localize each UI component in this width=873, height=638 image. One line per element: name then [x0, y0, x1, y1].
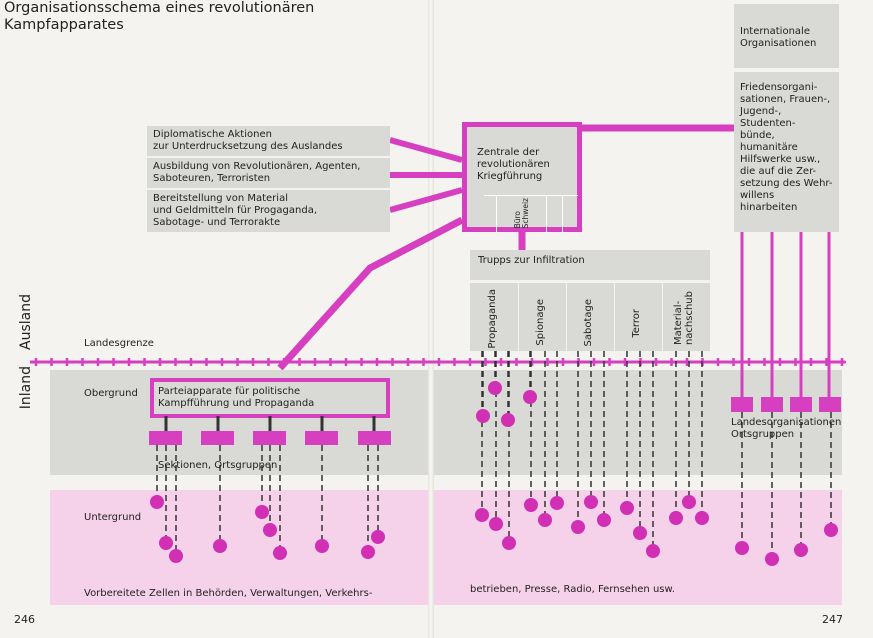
border-cross — [48, 358, 56, 366]
international-body: Friedensorgani- sationen, Frauen-, Jugend-, Studenten- bünde, humanitäre Hilfswerke usw., die auf die Zer- setzung des Wehr- willens hinarbeiten — [734, 72, 839, 232]
trupp-materialnachschub: Material- nachschub — [673, 291, 695, 346]
border-cross — [373, 358, 381, 366]
border-cross — [451, 358, 459, 366]
arrow-bereitstellung — [390, 190, 462, 210]
border-cross — [497, 358, 505, 366]
border-cross — [172, 358, 180, 366]
sektionen-label: Sektionen, Ortsgruppen — [158, 460, 278, 471]
cell-dot — [584, 495, 598, 509]
border-cross — [32, 358, 40, 366]
cell-dot — [213, 539, 227, 553]
trupps-col-divider-3 — [614, 283, 615, 351]
cell-dot — [371, 530, 385, 544]
cell-dot — [550, 496, 564, 510]
cell-dot — [524, 498, 538, 512]
activity-ausbildung: Ausbildung von Revolutionären, Agenten, Saboteuren, Terroristen — [147, 158, 390, 188]
border-cross — [389, 358, 397, 366]
central-sub-divider-2 — [546, 196, 547, 232]
trupp-sabotage: Sabotage — [583, 299, 594, 347]
cell-dot — [620, 501, 634, 515]
cell-dot — [150, 495, 164, 509]
border-cross — [187, 358, 195, 366]
landesgrenze-label: Landesgrenze — [84, 338, 154, 349]
footer-right-text: betrieben, Presse, Radio, Fernsehen usw. — [470, 584, 675, 595]
cell-dot — [169, 549, 183, 563]
border-cross — [606, 358, 614, 366]
central-subcells — [484, 195, 578, 232]
international-header: Internationale Organisationen — [734, 4, 839, 68]
trupp-propaganda: Propaganda — [487, 289, 498, 349]
border-cross — [358, 358, 366, 366]
inland-label: Inland — [18, 366, 34, 410]
cell-dot — [794, 543, 808, 557]
obergrund-label: Obergrund — [84, 388, 138, 399]
cell-dot — [824, 523, 838, 537]
activity-diplomatic: Diplomatische Aktionen zur Unterdrucksetzung des Auslandes — [147, 126, 390, 156]
border-cross — [621, 358, 629, 366]
cell-dot — [476, 409, 490, 423]
border-cross — [513, 358, 521, 366]
cell-dot — [475, 508, 489, 522]
border-cross — [838, 358, 846, 366]
border-cross — [745, 358, 753, 366]
border-cross — [730, 358, 738, 366]
border-cross — [110, 358, 118, 366]
cell-dot — [571, 520, 585, 534]
border-cross — [683, 358, 691, 366]
border-cross — [466, 358, 474, 366]
cell-dot — [765, 552, 779, 566]
cell-dot — [502, 536, 516, 550]
border-cross — [63, 358, 71, 366]
trupps-header: Trupps zur Infiltration — [470, 250, 710, 280]
border-cross — [761, 358, 769, 366]
central-label: Zentrale der revolutionären Kriegführung — [477, 147, 550, 182]
ausland-label: Ausland — [18, 294, 34, 350]
border-cross — [218, 358, 226, 366]
cell-dot — [263, 523, 277, 537]
border-cross — [559, 358, 567, 366]
link-party — [280, 220, 462, 368]
border-cross — [141, 358, 149, 366]
border-cross — [296, 358, 304, 366]
sektion-blocks — [149, 431, 391, 445]
border-cross — [404, 358, 412, 366]
central-sub-divider-3 — [562, 196, 563, 232]
untergrund-label: Untergrund — [84, 512, 142, 523]
border-cross — [792, 358, 800, 366]
trupps-col-divider-1 — [518, 283, 519, 351]
cell-dot — [735, 541, 749, 555]
cell-dot — [597, 513, 611, 527]
border-cross — [714, 358, 722, 366]
cell-dot — [273, 546, 287, 560]
trupp-terror: Terror — [631, 309, 642, 338]
trupps-col-divider-2 — [566, 283, 567, 351]
diagram-title: Organisationsschema eines revolutionären Kampfapparates — [4, 0, 315, 33]
trupps-columns — [470, 283, 710, 351]
party-stems — [166, 416, 374, 432]
cell-dot — [255, 505, 269, 519]
border-cross — [776, 358, 784, 366]
party-box-label: Parteiapparate für politische Kampfführung und Propaganda — [158, 386, 315, 409]
footer-left-text: Vorbereitete Zellen in Behörden, Verwaltungen, Verkehrs- — [84, 588, 373, 599]
page-number-right: 247 — [822, 613, 843, 626]
buero-schweiz-label: Büro Schweiz — [513, 198, 530, 229]
cell-dot — [159, 536, 173, 550]
border-cross — [156, 358, 164, 366]
border-cross — [311, 358, 319, 366]
arrow-diplomatic — [390, 140, 462, 160]
border-cross — [234, 358, 242, 366]
trupps-col-divider-4 — [662, 283, 663, 351]
border-cross — [327, 358, 335, 366]
trupp-spionage: Spionage — [535, 299, 546, 346]
international-lines — [742, 232, 829, 398]
cell-dot — [501, 413, 515, 427]
activity-bereitstellung: Bereitstellung von Material und Geldmitteln für Progaganda, Sabotage- und Terrorakte — [147, 190, 390, 232]
border-cross — [668, 358, 676, 366]
border-cross — [265, 358, 273, 366]
cell-dot — [646, 544, 660, 558]
cell-dot — [669, 511, 683, 525]
border-cross — [125, 358, 133, 366]
border-cross — [79, 358, 87, 366]
cell-dot — [695, 511, 709, 525]
cell-dot — [523, 390, 537, 404]
cell-dot — [538, 513, 552, 527]
border-cross — [249, 358, 257, 366]
border-cross — [94, 358, 102, 366]
cell-dot — [315, 539, 329, 553]
central-sub-divider-1 — [496, 196, 497, 232]
page-number-left: 246 — [14, 613, 35, 626]
border-cross — [342, 358, 350, 366]
border-cross — [807, 358, 815, 366]
cell-dot — [682, 495, 696, 509]
border-cross — [528, 358, 536, 366]
landesorg-label: Landesorganisationen Ortsgruppen — [731, 417, 842, 440]
border-cross — [435, 358, 443, 366]
border-cross — [420, 358, 428, 366]
landesorg-blocks — [731, 397, 841, 412]
cell-dot — [488, 381, 502, 395]
border-cross — [203, 358, 211, 366]
cell-dot — [489, 517, 503, 531]
cell-dot — [361, 545, 375, 559]
cell-dot — [633, 526, 647, 540]
